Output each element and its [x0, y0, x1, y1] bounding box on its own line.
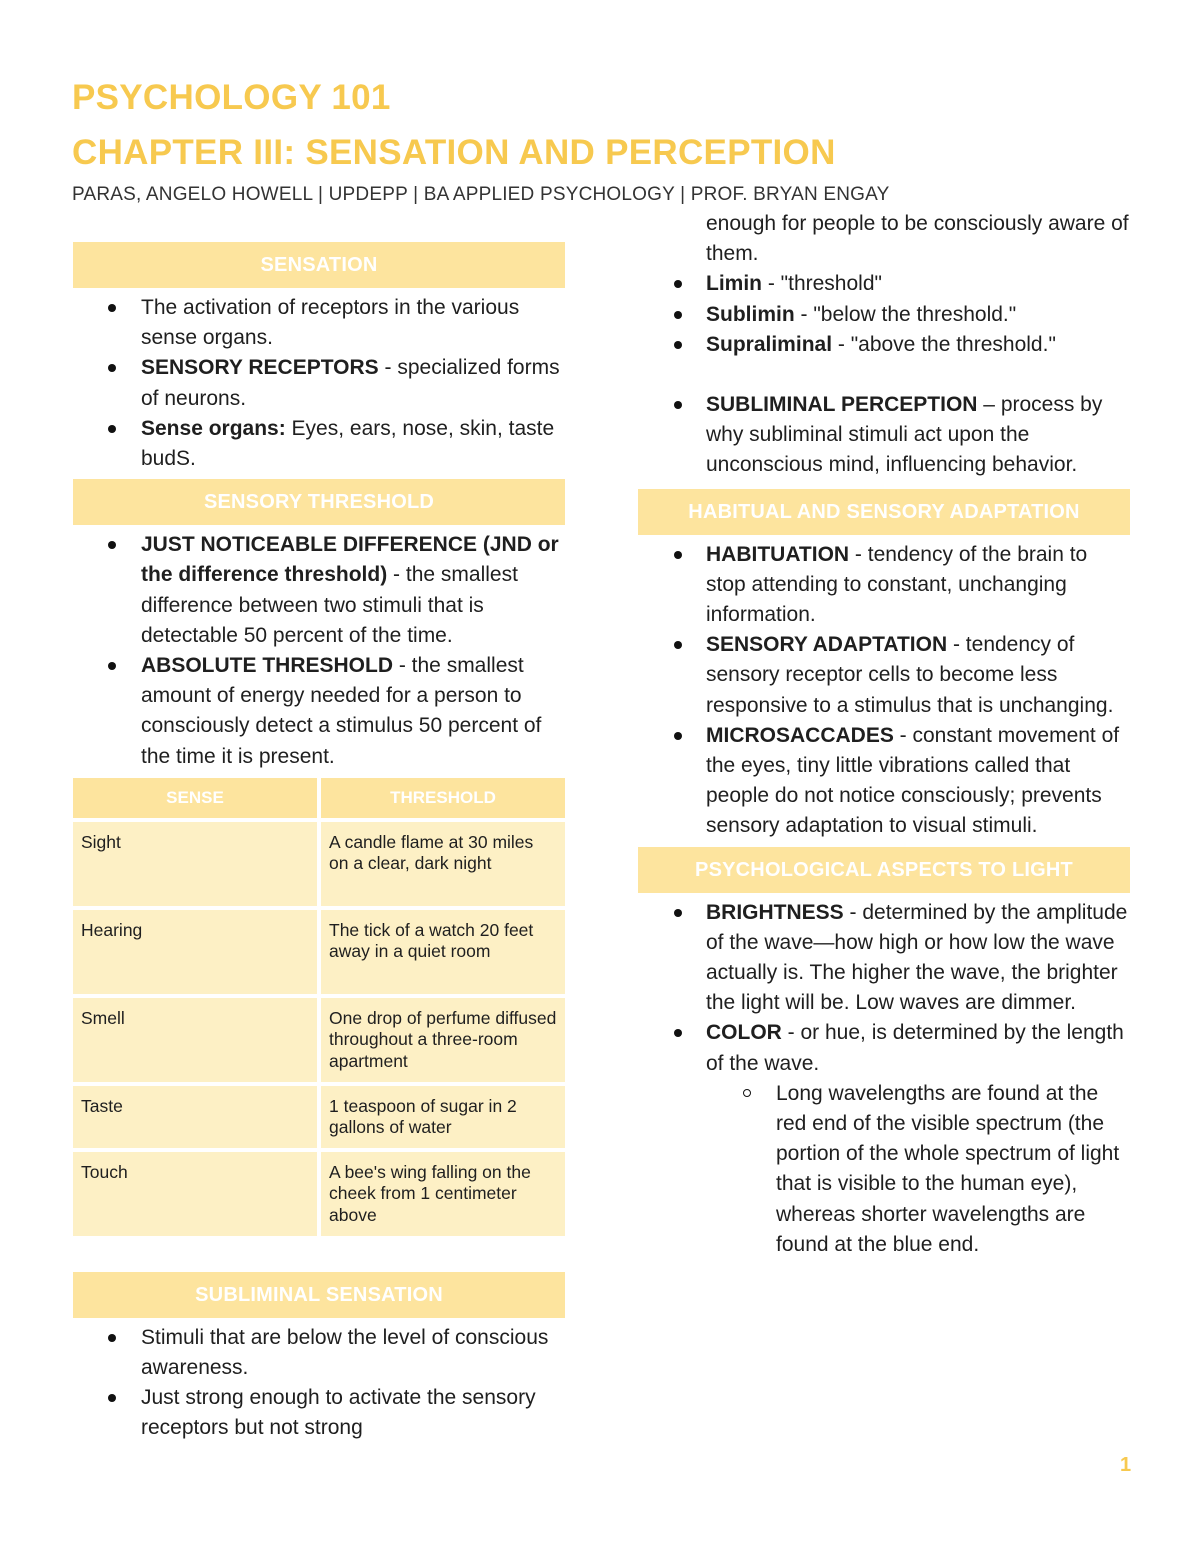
list-item: ABSOLUTE THRESHOLD - the smallest amount of energy needed for a person to consciously detect a stimulus 50 percent of the time it is present. [73, 651, 565, 772]
threshold-table [69, 774, 569, 1240]
continued-text: enough for people to be consciously aware of them. [706, 212, 1129, 266]
section-header-light: PSYCHOLOGICAL ASPECTS TO LIGHT [638, 847, 1130, 893]
author-line: PARAS, ANGELO HOWELL | UPDEPP | BA APPLIED PSYCHOLOGY | PROF. BRYAN ENGAY [72, 184, 890, 205]
threshold-cell: 1 teaspoon of sugar in 2 gallons of water [321, 1086, 565, 1148]
section-header-subliminal-sensation: SUBLIMINAL SENSATION [73, 1272, 565, 1318]
list-item: Long wavelengths are found at the red end of the visible spectrum (the portion of the whole spectrum of light that is visible to the human eye), whereas shorter wavelengths are found at the blue end. [706, 1079, 1130, 1260]
list-item: SENSORY ADAPTATION - tendency of sensory receptor cells to become less responsive to a stimulus that is unchanging. [638, 630, 1130, 721]
sense-cell: Sight [73, 822, 317, 906]
color-sublist [706, 1079, 1130, 1260]
sense-cell: Taste [73, 1086, 317, 1148]
table-row [73, 998, 565, 1082]
threshold-cell: The tick of a watch 20 feet away in a quiet room [321, 910, 565, 994]
list-item: Supraliminal - "above the threshold." [638, 330, 1130, 360]
section-header-sensory-threshold: SENSORY THRESHOLD [73, 479, 565, 525]
sensation-list [73, 293, 565, 474]
subliminal-perception-list [638, 390, 1130, 481]
light-list [638, 898, 1130, 1260]
list-item: Just strong enough to activate the sensory receptors but not strong [73, 1383, 565, 1443]
section-header-sensation: SENSATION [73, 242, 565, 288]
subliminal-list [73, 1323, 565, 1444]
list-item: HABITUATION - tendency of the brain to stop attending to constant, unchanging information. [638, 540, 1130, 631]
table-header-row [73, 778, 565, 818]
list-item: SENSORY RECEPTORS - specialized forms of neurons. [73, 353, 565, 413]
list-item: SUBLIMINAL PERCEPTION – process by why subliminal stimuli act upon the unconscious mind, influencing behavior. [638, 390, 1130, 481]
table-row [73, 1086, 565, 1148]
page-number: 1 [1120, 1454, 1132, 1476]
column-header-threshold: THRESHOLD [321, 778, 565, 818]
sense-cell: Touch [73, 1152, 317, 1236]
column-header-sense: SENSE [73, 778, 317, 818]
section-header-adaptation: HABITUAL AND SENSORY ADAPTATION [638, 489, 1130, 535]
sense-cell: Hearing [73, 910, 317, 994]
list-item: COLOR - or hue, is determined by the length of the wave. Long wavelengths are found at the red end of the visible spectrum (the portion of the whole spectrum of light that is visible to the human eye), whereas shorter wavelengths are found at the blue end. [638, 1018, 1130, 1260]
list-item: BRIGHTNESS - determined by the amplitude of the wave—how high or how low the wave actually is. The higher the wave, the brighter the light will be. Low waves are dimmer. [638, 898, 1130, 1019]
list-item: Sense organs: Eyes, ears, nose, skin, taste budS. [73, 414, 565, 474]
list-item: Limin - "threshold" [638, 269, 1130, 299]
list-item: MICROSACCADES - constant movement of the eyes, tiny little vibrations called that people do not notice consciously; prevents sensory adaptation to visual stimuli. [638, 721, 1130, 842]
sense-cell: Smell [73, 998, 317, 1082]
threshold-cell: A bee's wing falling on the cheek from 1 centimeter above [321, 1152, 565, 1236]
chapter-title: CHAPTER III: SENSATION AND PERCEPTION [72, 133, 836, 172]
list-item: Sublimin - "below the threshold." [638, 300, 1130, 330]
left-column [73, 242, 565, 1444]
right-column [638, 209, 1130, 1260]
threshold-cell: A candle flame at 30 miles on a clear, dark night [321, 822, 565, 906]
list-item: The activation of receptors in the various sense organs. [73, 293, 565, 353]
list-item: Stimuli that are below the level of conscious awareness. [73, 1323, 565, 1383]
threshold-terms-list [638, 269, 1130, 360]
table-row [73, 1152, 565, 1236]
table-row [73, 822, 565, 906]
adaptation-list [638, 540, 1130, 842]
threshold-cell: One drop of perfume diffused throughout a three-room apartment [321, 998, 565, 1082]
document-title: PSYCHOLOGY 101 [72, 78, 391, 117]
list-item: JUST NOTICEABLE DIFFERENCE (JND or the difference threshold) - the smallest difference between two stimuli that is detectable 50 percent of the time. [73, 530, 565, 651]
threshold-list [73, 530, 565, 772]
table-row [73, 910, 565, 994]
